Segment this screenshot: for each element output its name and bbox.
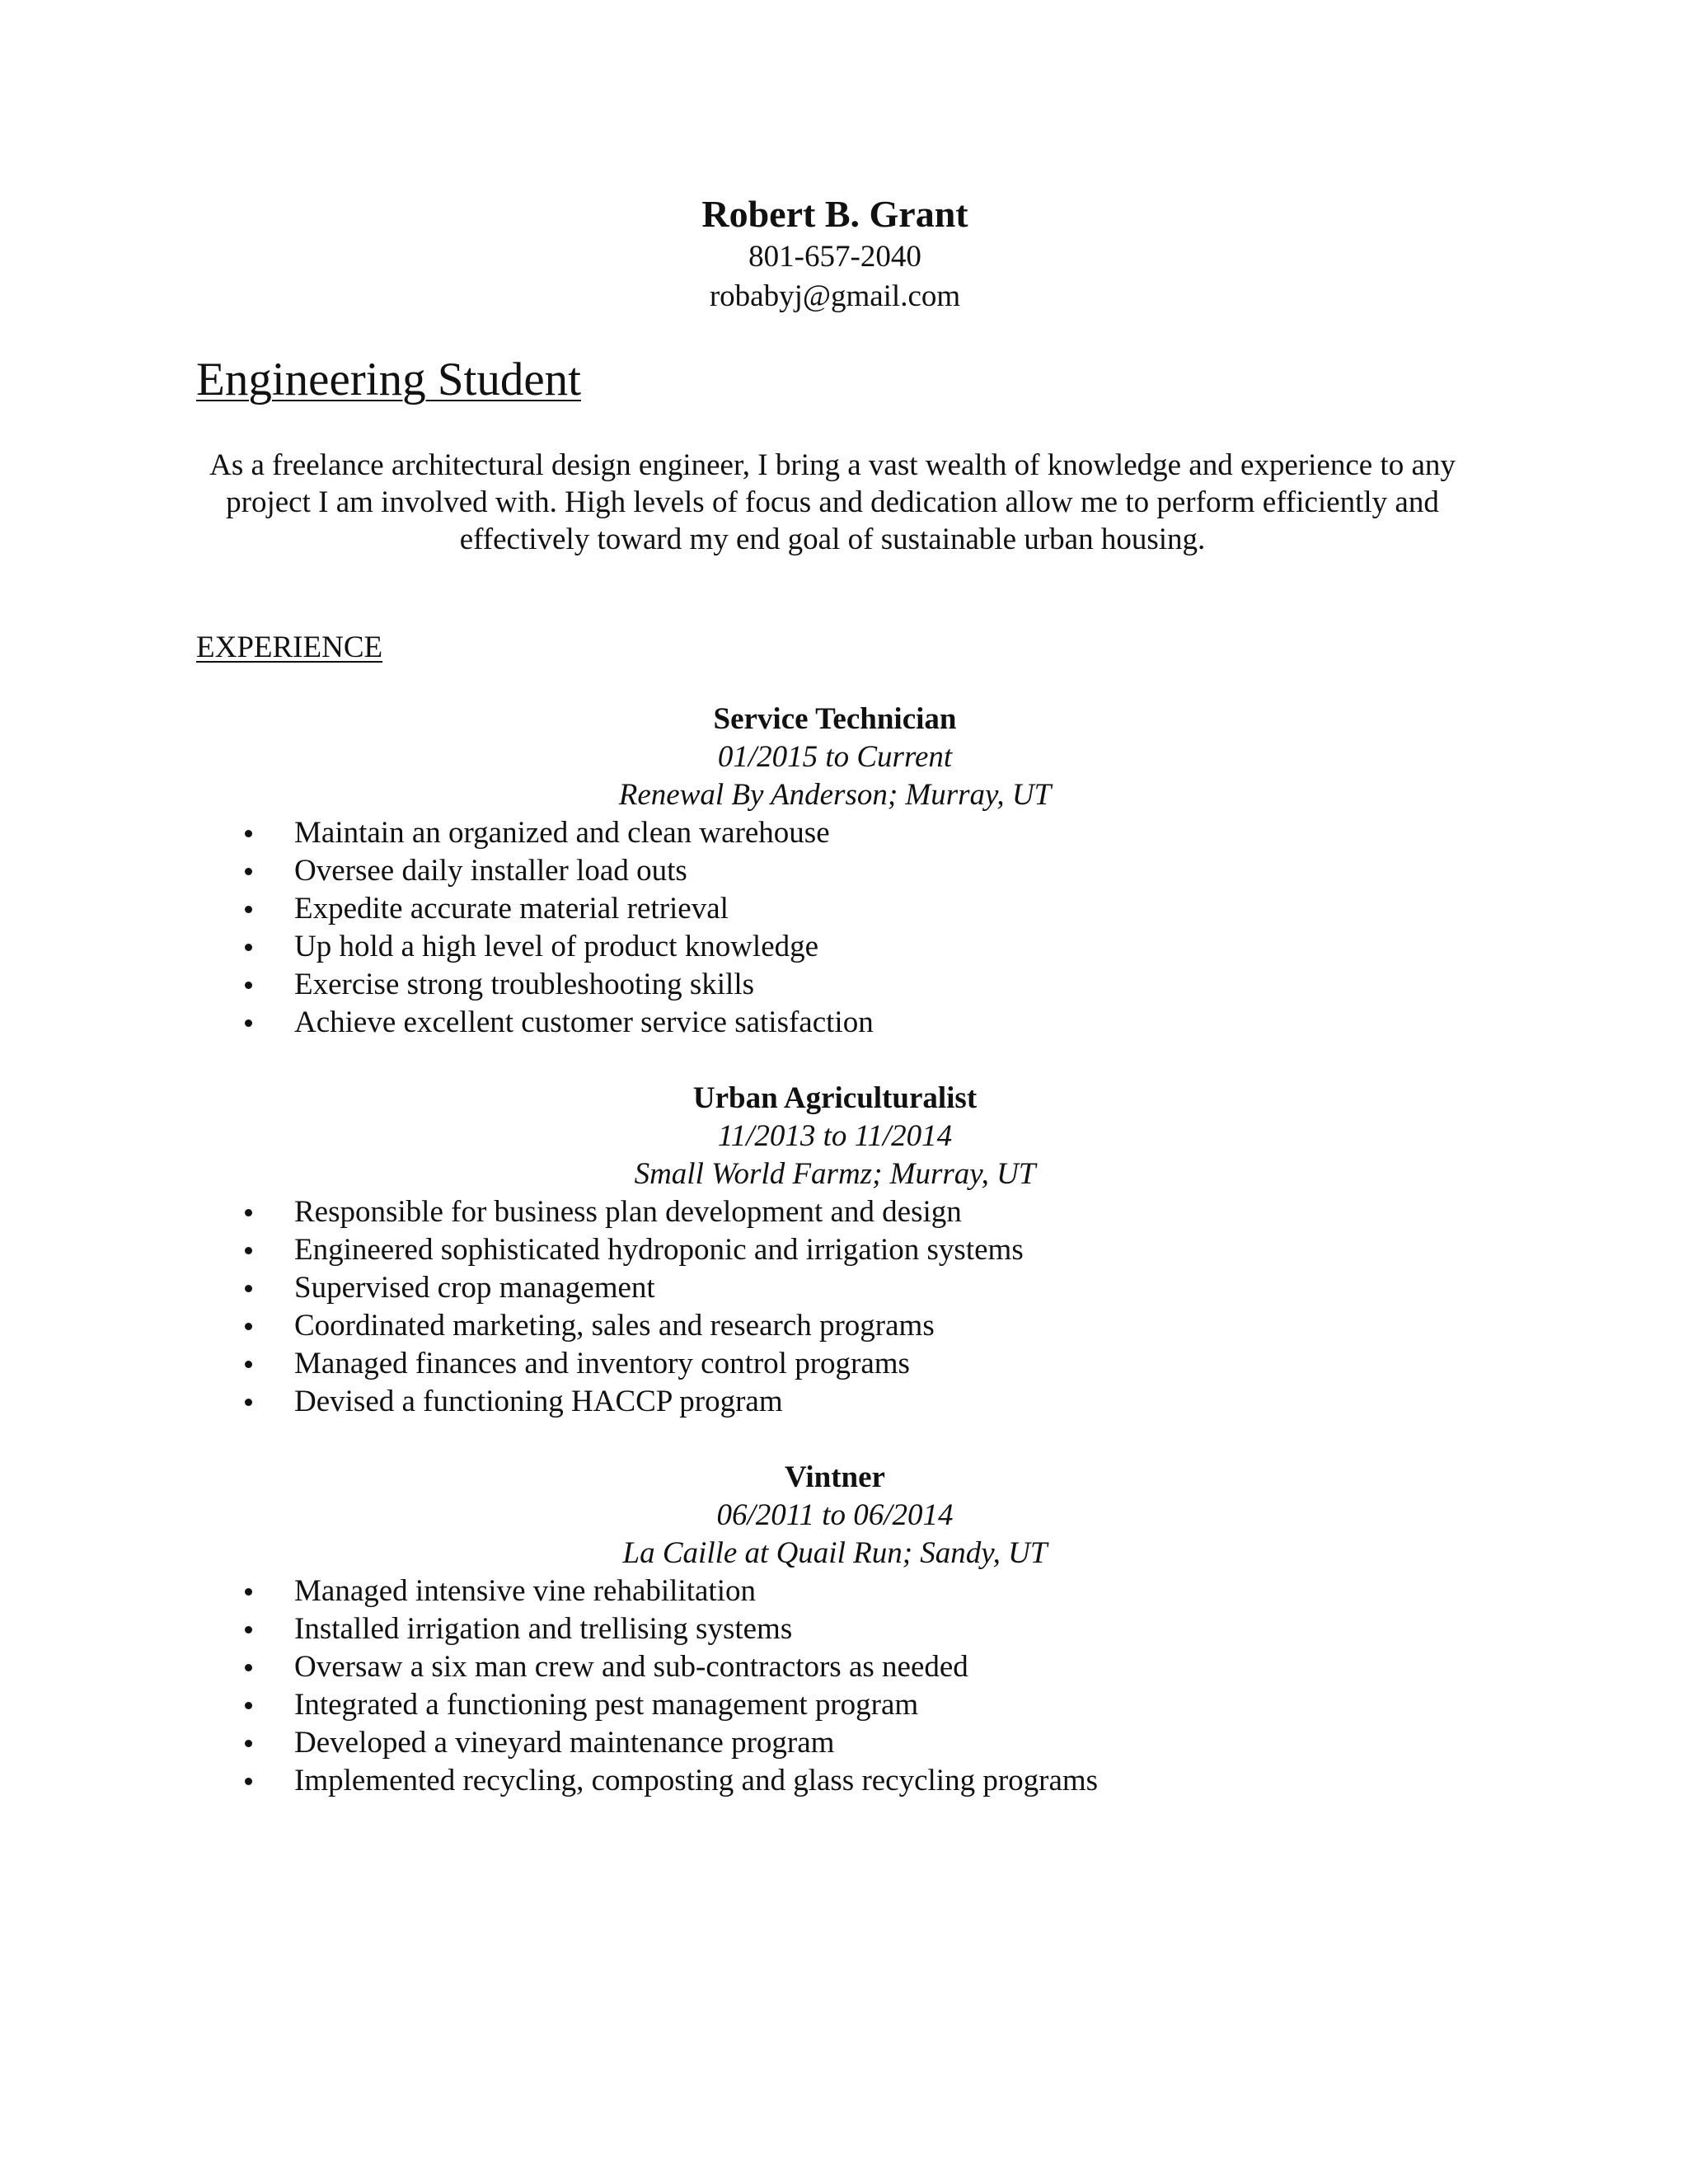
bullet-icon <box>245 906 252 913</box>
job-employer: La Caille at Quail Run; Sandy, UT <box>622 1536 1048 1570</box>
list-item <box>0 1307 1670 1345</box>
professional-summary: As a freelance architectural design engineer, I bring a vast wealth of knowledge and experience to any project I am involved with. High levels of focus and dedication allow me to perform efficiently and effectively toward my end goal of sustainable urban housing. <box>209 448 1456 556</box>
list-item <box>0 1648 1670 1686</box>
duty-text: Oversaw a six man crew and sub-contractors as needed <box>294 1650 968 1684</box>
duty-text: Oversee daily installer load outs <box>294 854 687 888</box>
list-item <box>0 1004 1670 1042</box>
resume-headline: Engineering Student <box>196 354 581 405</box>
job-dates: 01/2015 to Current <box>717 740 953 774</box>
duty-text: Maintain an organized and clean warehouse <box>294 816 830 850</box>
job-heading <box>0 1080 1670 1193</box>
bullet-icon <box>245 1702 252 1709</box>
list-item <box>0 1610 1670 1648</box>
duty-text: Engineered sophisticated hydroponic and irrigation systems <box>294 1233 1024 1267</box>
experience-section-label: EXPERIENCE <box>196 630 383 664</box>
bullet-icon <box>245 1399 252 1406</box>
bullet-icon <box>245 1019 252 1027</box>
bullet-icon <box>245 1740 252 1747</box>
duty-text: Expedite accurate material retrieval <box>294 892 729 926</box>
list-item <box>0 852 1670 890</box>
duty-text: Devised a functioning HACCP program <box>294 1385 783 1418</box>
bullet-icon <box>245 982 252 989</box>
job-title: Vintner <box>785 1460 885 1494</box>
list-item <box>0 814 1670 852</box>
bullet-icon <box>245 944 252 951</box>
job-duties-list <box>0 814 1670 1042</box>
job-employer: Renewal By Anderson; Murray, UT <box>618 778 1052 812</box>
list-item <box>0 1269 1670 1307</box>
duty-text: Implemented recycling, composting and glass recycling programs <box>294 1764 1099 1797</box>
duty-text: Up hold a high level of product knowledge <box>294 930 819 963</box>
list-item <box>0 1686 1670 1724</box>
duty-text: Responsible for business plan development and design <box>294 1195 962 1229</box>
list-item <box>0 1193 1670 1231</box>
email-address: robabyj@gmail.com <box>709 279 961 313</box>
duty-text: Managed finances and inventory control programs <box>294 1347 910 1380</box>
bullet-icon <box>245 1626 252 1633</box>
job-entry-vintner <box>0 1459 1670 1800</box>
list-item <box>0 1724 1670 1762</box>
bullet-icon <box>245 1664 252 1671</box>
list-item <box>0 928 1670 966</box>
bullet-icon <box>245 1588 252 1596</box>
phone-number: 801-657-2040 <box>748 240 921 274</box>
job-duties-list <box>0 1193 1670 1421</box>
duty-text: Managed intensive vine rehabilitation <box>294 1574 756 1608</box>
resume-header <box>0 191 1670 316</box>
job-title: Urban Agriculturalist <box>692 1081 978 1115</box>
bullet-icon <box>245 1285 252 1292</box>
job-title: Service Technician <box>713 702 957 736</box>
job-heading <box>0 1459 1670 1572</box>
list-item <box>0 1762 1670 1800</box>
duty-text: Achieve excellent customer service satisfaction <box>294 1005 874 1039</box>
job-duties-list <box>0 1572 1670 1800</box>
job-employer: Small World Farmz; Murray, UT <box>634 1157 1036 1191</box>
list-item <box>0 1231 1670 1269</box>
duty-text: Coordinated marketing, sales and research programs <box>294 1309 935 1343</box>
duty-text: Integrated a functioning pest management program <box>294 1688 919 1722</box>
bullet-icon <box>245 830 252 837</box>
duty-text: Developed a vineyard maintenance program <box>294 1726 835 1760</box>
job-dates: 11/2013 to 11/2014 <box>717 1119 953 1153</box>
duty-text: Supervised crop management <box>294 1271 655 1305</box>
duty-text: Installed irrigation and trellising systems <box>294 1612 793 1646</box>
job-heading <box>0 701 1670 814</box>
list-item <box>0 1345 1670 1383</box>
list-item <box>0 1383 1670 1421</box>
bullet-icon <box>245 1209 252 1216</box>
job-entry-urban-agriculturalist <box>0 1080 1670 1421</box>
job-dates: 06/2011 to 06/2014 <box>716 1498 954 1532</box>
bullet-icon <box>245 1361 252 1368</box>
list-item <box>0 966 1670 1004</box>
candidate-name: Robert B. Grant <box>701 193 968 235</box>
list-item <box>0 890 1670 928</box>
bullet-icon <box>245 1247 252 1254</box>
bullet-icon <box>245 868 252 875</box>
job-entry-service-technician <box>0 701 1670 1042</box>
duty-text: Exercise strong troubleshooting skills <box>294 968 755 1001</box>
bullet-icon <box>245 1778 252 1785</box>
list-item <box>0 1572 1670 1610</box>
bullet-icon <box>245 1323 252 1330</box>
